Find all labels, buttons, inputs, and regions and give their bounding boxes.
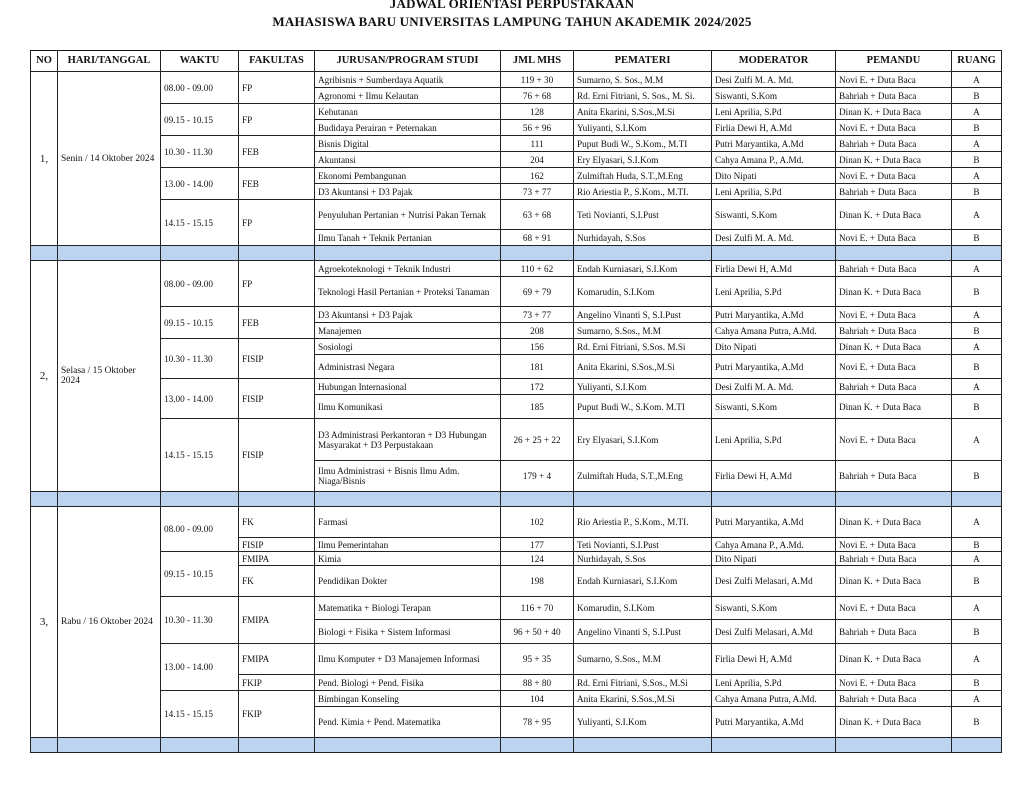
program-cell: Pend. Kimia + Pend. Matematika (315, 707, 501, 738)
moderator-cell: Putri Maryantika, A.Md (712, 136, 836, 152)
guide-cell: Novi E. + Duta Baca (836, 120, 952, 136)
table-row (31, 200, 1002, 230)
program-cell: Teknologi Hasil Pertanian + Proteksi Tanaman (315, 277, 501, 307)
moderator-cell: Siswanti, S.Kom (712, 200, 836, 230)
moderator-cell: Cahya Amana P., A.Md. (712, 538, 836, 552)
table-row (31, 168, 1002, 184)
guide-cell: Novi E. + Duta Baca (836, 230, 952, 246)
speaker-cell: Puput Budi W., S.Kom. M.TI (574, 395, 712, 419)
guide-cell: Novi E. + Duta Baca (836, 538, 952, 552)
faculty-cell: FISIP (239, 419, 315, 492)
program-cell: Ilmu Tanah + Teknik Pertanian (315, 230, 501, 246)
program-cell: Sosiologi (315, 339, 501, 355)
program-cell: Administrasi Negara (315, 355, 501, 379)
separator-cell (58, 246, 161, 261)
student-count-cell: 111 (501, 136, 574, 152)
separator-cell (712, 492, 836, 507)
speaker-cell: Nurhidayah, S.Sos (574, 552, 712, 566)
room-cell: B (952, 323, 1002, 339)
guide-cell: Bahriah + Duta Baca (836, 323, 952, 339)
faculty-cell: FK (239, 566, 315, 597)
speaker-cell: Angelino Vinanti S, S.I.Pust (574, 620, 712, 644)
program-cell: Agroekoteknologi + Teknik Industri (315, 261, 501, 277)
program-cell: Hubungan Internasional (315, 379, 501, 395)
student-count-cell: 181 (501, 355, 574, 379)
moderator-cell: Desi Zulfi M. A. Md. (712, 72, 836, 88)
room-cell: A (952, 552, 1002, 566)
table-row (31, 261, 1002, 277)
header-cell: JURUSAN/PROGRAM STUDI (315, 51, 501, 72)
separator-cell (836, 738, 952, 753)
room-cell: A (952, 72, 1002, 88)
moderator-cell: Cahya Amana P., A.Md. (712, 152, 836, 168)
guide-cell: Novi E. + Duta Baca (836, 72, 952, 88)
separator-cell (31, 492, 58, 507)
guide-cell: Bahriah + Duta Baca (836, 379, 952, 395)
program-cell: D3 Administrasi Perkantoran + D3 Hubungan Masyarakat + D3 Perpustakaan (315, 419, 501, 461)
speaker-cell: Anita Ekarini, S.Sos.,M.Si (574, 691, 712, 707)
day-date: Rabu / 16 Oktober 2024 (58, 507, 161, 738)
room-cell: B (952, 355, 1002, 379)
program-cell: D3 Akuntansi + D3 Pajak (315, 307, 501, 323)
room-cell: B (952, 395, 1002, 419)
table-row (31, 379, 1002, 395)
guide-cell: Novi E. + Duta Baca (836, 419, 952, 461)
guide-cell: Dinan K. + Duta Baca (836, 507, 952, 538)
student-count-cell: 102 (501, 507, 574, 538)
time-cell: 09.15 - 10.15 (161, 104, 239, 136)
moderator-cell: Cahya Amana Putra, A.Md. (712, 691, 836, 707)
program-cell: Farmasi (315, 507, 501, 538)
moderator-cell: Desi Zulfi M. A. Md. (712, 379, 836, 395)
guide-cell: Dinan K. + Duta Baca (836, 395, 952, 419)
program-cell: Ekonomi Pembangunan (315, 168, 501, 184)
faculty-cell: FISIP (239, 379, 315, 419)
guide-cell: Dinan K. + Duta Baca (836, 152, 952, 168)
schedule-table (30, 50, 1002, 753)
document-subtitle: MAHASISWA BARU UNIVERSITAS LAMPUNG TAHUN AKADEMIK 2024/2025 (272, 14, 752, 29)
separator-cell (315, 738, 501, 753)
separator-cell (239, 738, 315, 753)
guide-cell: Novi E. + Duta Baca (836, 355, 952, 379)
student-count-cell: 116 + 70 (501, 597, 574, 620)
faculty-cell: FK (239, 507, 315, 538)
header-cell: RUANG (952, 51, 1002, 72)
student-count-cell: 177 (501, 538, 574, 552)
moderator-cell: Desi Zulfi Melasari, A.Md (712, 620, 836, 644)
moderator-cell: Dito Nipati (712, 552, 836, 566)
speaker-cell: Yuliyanti, S.I.Kom (574, 379, 712, 395)
room-cell: A (952, 507, 1002, 538)
guide-cell: Dinan K. + Duta Baca (836, 566, 952, 597)
time-cell: 13.00 - 14.00 (161, 379, 239, 419)
moderator-cell: Putri Maryantika, A.Md (712, 307, 836, 323)
time-cell: 10.30 - 11.30 (161, 597, 239, 644)
faculty-cell: FKIP (239, 691, 315, 738)
guide-cell: Bahriah + Duta Baca (836, 88, 952, 104)
room-cell: A (952, 597, 1002, 620)
separator-cell (501, 738, 574, 753)
table-row (31, 552, 1002, 566)
student-count-cell: 156 (501, 339, 574, 355)
speaker-cell: Rd. Erni Fitriani, S.Sos., M.Si (574, 675, 712, 691)
separator-cell (712, 246, 836, 261)
faculty-cell: FISIP (239, 339, 315, 379)
program-cell: Agronomi + Ilmu Kelautan (315, 88, 501, 104)
student-count-cell: 73 + 77 (501, 184, 574, 200)
program-cell: Penyuluhan Pertanian + Nutrisi Pakan Ternak (315, 200, 501, 230)
moderator-cell: Desi Zulfi Melasari, A.Md (712, 566, 836, 597)
room-cell: B (952, 230, 1002, 246)
time-cell: 09.15 - 10.15 (161, 307, 239, 339)
student-count-cell: 63 + 68 (501, 200, 574, 230)
student-count-cell: 124 (501, 552, 574, 566)
student-count-cell: 128 (501, 104, 574, 120)
separator-cell (952, 492, 1002, 507)
student-count-cell: 78 + 95 (501, 707, 574, 738)
header-cell: FAKULTAS (239, 51, 315, 72)
time-cell: 08.00 - 09.00 (161, 507, 239, 552)
student-count-cell: 198 (501, 566, 574, 597)
student-count-cell: 104 (501, 691, 574, 707)
speaker-cell: Sumarno, S.Sos., M.M (574, 323, 712, 339)
program-cell: Budidaya Perairan + Peternakan (315, 120, 501, 136)
guide-cell: Novi E. + Duta Baca (836, 307, 952, 323)
table-row (31, 691, 1002, 707)
faculty-cell: FEB (239, 168, 315, 200)
room-cell: B (952, 620, 1002, 644)
separator-cell (31, 246, 58, 261)
time-cell: 13.00 - 14.00 (161, 168, 239, 200)
time-cell: 14.15 - 15.15 (161, 200, 239, 246)
table-row (31, 597, 1002, 620)
program-cell: Ilmu Komputer + D3 Manajemen Informasi (315, 644, 501, 675)
header-cell: HARI/TANGGAL (58, 51, 161, 72)
room-cell: A (952, 644, 1002, 675)
speaker-cell: Yuliyanti, S.I.Kom (574, 707, 712, 738)
speaker-cell: Anita Ekarini, S.Sos.,M.Si (574, 355, 712, 379)
program-cell: D3 Akuntansi + D3 Pajak (315, 184, 501, 200)
moderator-cell: Siswanti, S.Kom (712, 395, 836, 419)
student-count-cell: 162 (501, 168, 574, 184)
separator-cell (58, 738, 161, 753)
faculty-cell: FP (239, 72, 315, 104)
time-cell: 14.15 - 15.15 (161, 691, 239, 738)
room-cell: A (952, 379, 1002, 395)
separator-cell (574, 492, 712, 507)
guide-cell: Bahriah + Duta Baca (836, 691, 952, 707)
time-cell: 13.00 - 14.00 (161, 644, 239, 691)
student-count-cell: 179 + 4 (501, 461, 574, 492)
program-cell: Bimbingan Konseling (315, 691, 501, 707)
separator-cell (161, 738, 239, 753)
moderator-cell: Leni Aprilia, S.Pd (712, 277, 836, 307)
moderator-cell: Siswanti, S.Kom (712, 88, 836, 104)
student-count-cell: 172 (501, 379, 574, 395)
student-count-cell: 26 + 25 + 22 (501, 419, 574, 461)
guide-cell: Bahriah + Duta Baca (836, 261, 952, 277)
day-separator (31, 738, 1002, 753)
room-cell: B (952, 538, 1002, 552)
guide-cell: Dinan K. + Duta Baca (836, 644, 952, 675)
moderator-cell: Dito Nipati (712, 168, 836, 184)
header-cell: MODERATOR (712, 51, 836, 72)
faculty-cell: FP (239, 200, 315, 246)
separator-cell (836, 492, 952, 507)
separator-cell (31, 738, 58, 753)
student-count-cell: 96 + 50 + 40 (501, 620, 574, 644)
speaker-cell: Anita Ekarini, S.Sos.,M.Si (574, 104, 712, 120)
time-cell: 10.30 - 11.30 (161, 339, 239, 379)
day-date: Selasa / 15 Oktober 2024 (58, 261, 161, 492)
moderator-cell: Putri Maryantika, A.Md (712, 507, 836, 538)
student-count-cell: 76 + 68 (501, 88, 574, 104)
room-cell: B (952, 461, 1002, 492)
day-number: 2, (31, 261, 58, 492)
speaker-cell: Ery Elyasari, S.I.Kom (574, 419, 712, 461)
separator-cell (574, 246, 712, 261)
day-separator (31, 492, 1002, 507)
separator-cell (952, 738, 1002, 753)
separator-cell (501, 246, 574, 261)
student-count-cell: 208 (501, 323, 574, 339)
guide-cell: Novi E. + Duta Baca (836, 597, 952, 620)
student-count-cell: 204 (501, 152, 574, 168)
speaker-cell: Sumarno, S. Sos., M.M (574, 72, 712, 88)
faculty-cell: FEB (239, 136, 315, 168)
program-cell: Biologi + Fisika + Sistem Informasi (315, 620, 501, 644)
speaker-cell: Rio Ariestia P., S.Kom., M.TI. (574, 184, 712, 200)
room-cell: A (952, 307, 1002, 323)
guide-cell: Dinan K. + Duta Baca (836, 277, 952, 307)
document-title: JADWAL ORIENTASI PERPUSTAKAAN (389, 0, 635, 11)
table-row (31, 72, 1002, 88)
program-cell: Ilmu Komunikasi (315, 395, 501, 419)
student-count-cell: 69 + 79 (501, 277, 574, 307)
room-cell: A (952, 339, 1002, 355)
table-row (31, 419, 1002, 461)
table-row (31, 644, 1002, 675)
schedule-body (31, 72, 1002, 753)
guide-cell: Bahriah + Duta Baca (836, 620, 952, 644)
moderator-cell: Leni Aprilia, S.Pd (712, 184, 836, 200)
room-cell: A (952, 691, 1002, 707)
room-cell: A (952, 104, 1002, 120)
day-date: Senin / 14 Oktober 2024 (58, 72, 161, 246)
room-cell: B (952, 707, 1002, 738)
separator-cell (239, 492, 315, 507)
speaker-cell: Endah Kurniasari, S.I.Kom (574, 566, 712, 597)
speaker-cell: Ery Elyasari, S.I.Kom (574, 152, 712, 168)
day-separator (31, 246, 1002, 261)
student-count-cell: 119 + 30 (501, 72, 574, 88)
program-cell: Kehutanan (315, 104, 501, 120)
moderator-cell: Dito Nipati (712, 339, 836, 355)
speaker-cell: Komarudin, S.I.Kom (574, 597, 712, 620)
student-count-cell: 68 + 91 (501, 230, 574, 246)
speaker-cell: Endah Kurniasari, S.I.Kom (574, 261, 712, 277)
time-cell: 09.15 - 10.15 (161, 552, 239, 597)
speaker-cell: Teti Novianti, S.I.Pust (574, 538, 712, 552)
faculty-cell: FMIPA (239, 644, 315, 675)
faculty-cell: FKIP (239, 675, 315, 691)
separator-cell (501, 492, 574, 507)
speaker-cell: Nurhidayah, S.Sos (574, 230, 712, 246)
speaker-cell: Teti Novianti, S.I.Pust (574, 200, 712, 230)
speaker-cell: Sumarno, S.Sos., M.M (574, 644, 712, 675)
header-cell: WAKTU (161, 51, 239, 72)
guide-cell: Bahriah + Duta Baca (836, 184, 952, 200)
room-cell: B (952, 675, 1002, 691)
moderator-cell: Siswanti, S.Kom (712, 597, 836, 620)
room-cell: A (952, 200, 1002, 230)
moderator-cell: Firlia Dewi H, A.Md (712, 644, 836, 675)
program-cell: Kimia (315, 552, 501, 566)
moderator-cell: Leni Aprilia, S.Pd (712, 675, 836, 691)
student-count-cell: 185 (501, 395, 574, 419)
guide-cell: Bahriah + Duta Baca (836, 552, 952, 566)
room-cell: B (952, 184, 1002, 200)
moderator-cell: Putri Maryantika, A.Md (712, 355, 836, 379)
speaker-cell: Zulmiftah Huda, S.T.,M.Eng (574, 168, 712, 184)
separator-cell (239, 246, 315, 261)
speaker-cell: Angelino Vinanti S, S.I.Pust (574, 307, 712, 323)
program-cell: Pend. Biologi + Pend. Fisika (315, 675, 501, 691)
faculty-cell: FISIP (239, 538, 315, 552)
student-count-cell: 95 + 35 (501, 644, 574, 675)
separator-cell (58, 492, 161, 507)
separator-cell (161, 246, 239, 261)
program-cell: Agribisnis + Sumberdaya Aquatik (315, 72, 501, 88)
room-cell: B (952, 277, 1002, 307)
speaker-cell: Zulmiftah Huda, S.T.,M.Eng (574, 461, 712, 492)
separator-cell (952, 246, 1002, 261)
speaker-cell: Rd. Erni Fitriani, S.Sos. M.Si (574, 339, 712, 355)
moderator-cell: Leni Aprilia, S.Pd (712, 419, 836, 461)
table-row (31, 507, 1002, 538)
speaker-cell: Rio Ariestia P., S.Kom., M.TI. (574, 507, 712, 538)
guide-cell: Dinan K. + Duta Baca (836, 104, 952, 120)
header-cell: NO (31, 51, 58, 72)
room-cell: A (952, 261, 1002, 277)
guide-cell: Novi E. + Duta Baca (836, 168, 952, 184)
student-count-cell: 56 + 96 (501, 120, 574, 136)
faculty-cell: FP (239, 104, 315, 136)
separator-cell (161, 492, 239, 507)
header-cell: JML MHS (501, 51, 574, 72)
program-cell: Ilmu Pemerintahan (315, 538, 501, 552)
guide-cell: Dinan K. + Duta Baca (836, 200, 952, 230)
room-cell: A (952, 168, 1002, 184)
table-row (31, 339, 1002, 355)
speaker-cell: Komarudin, S.I.Kom (574, 277, 712, 307)
table-row (31, 136, 1002, 152)
time-cell: 10.30 - 11.30 (161, 136, 239, 168)
program-cell: Akuntansi (315, 152, 501, 168)
day-number: 3, (31, 507, 58, 738)
speaker-cell: Puput Budi W., S.Kom., M.TI (574, 136, 712, 152)
moderator-cell: Putri Maryantika, A.Md (712, 707, 836, 738)
moderator-cell: Firlia Dewi H, A.Md (712, 120, 836, 136)
faculty-cell: FMIPA (239, 552, 315, 566)
program-cell: Manajemen (315, 323, 501, 339)
room-cell: B (952, 88, 1002, 104)
time-cell: 14.15 - 15.15 (161, 419, 239, 492)
table-row (31, 307, 1002, 323)
separator-cell (836, 246, 952, 261)
speaker-cell: Yuliyanti, S.I.Kom (574, 120, 712, 136)
student-count-cell: 88 + 80 (501, 675, 574, 691)
room-cell: A (952, 419, 1002, 461)
moderator-cell: Firlia Dewi H, A.Md (712, 261, 836, 277)
day-number: 1, (31, 72, 58, 246)
room-cell: B (952, 566, 1002, 597)
moderator-cell: Firlia Dewi H, A.Md (712, 461, 836, 492)
header-cell: PEMATERI (574, 51, 712, 72)
header-row (31, 51, 1002, 72)
room-cell: A (952, 136, 1002, 152)
time-cell: 08.00 - 09.00 (161, 261, 239, 307)
guide-cell: Novi E. + Duta Baca (836, 675, 952, 691)
student-count-cell: 110 + 62 (501, 261, 574, 277)
room-cell: B (952, 152, 1002, 168)
separator-cell (574, 738, 712, 753)
header-cell: PEMANDU (836, 51, 952, 72)
table-row (31, 104, 1002, 120)
guide-cell: Dinan K. + Duta Baca (836, 707, 952, 738)
program-cell: Matematika + Biologi Terapan (315, 597, 501, 620)
guide-cell: Dinan K. + Duta Baca (836, 339, 952, 355)
guide-cell: Bahriah + Duta Baca (836, 461, 952, 492)
speaker-cell: Rd. Erni Fitriani, S. Sos., M. Si. (574, 88, 712, 104)
moderator-cell: Leni Aprilia, S.Pd (712, 104, 836, 120)
separator-cell (315, 492, 501, 507)
faculty-cell: FMIPA (239, 597, 315, 644)
program-cell: Pendidikan Dokter (315, 566, 501, 597)
separator-cell (315, 246, 501, 261)
room-cell: B (952, 120, 1002, 136)
program-cell: Ilmu Administrasi + Bisnis Ilmu Adm. Niaga/Bisnis (315, 461, 501, 492)
student-count-cell: 73 + 77 (501, 307, 574, 323)
faculty-cell: FEB (239, 307, 315, 339)
moderator-cell: Cahya Amana Putra, A.Md. (712, 323, 836, 339)
separator-cell (712, 738, 836, 753)
time-cell: 08.00 - 09.00 (161, 72, 239, 104)
moderator-cell: Desi Zulfi M. A. Md. (712, 230, 836, 246)
guide-cell: Bahriah + Duta Baca (836, 136, 952, 152)
program-cell: Bisnis Digital (315, 136, 501, 152)
faculty-cell: FP (239, 261, 315, 307)
